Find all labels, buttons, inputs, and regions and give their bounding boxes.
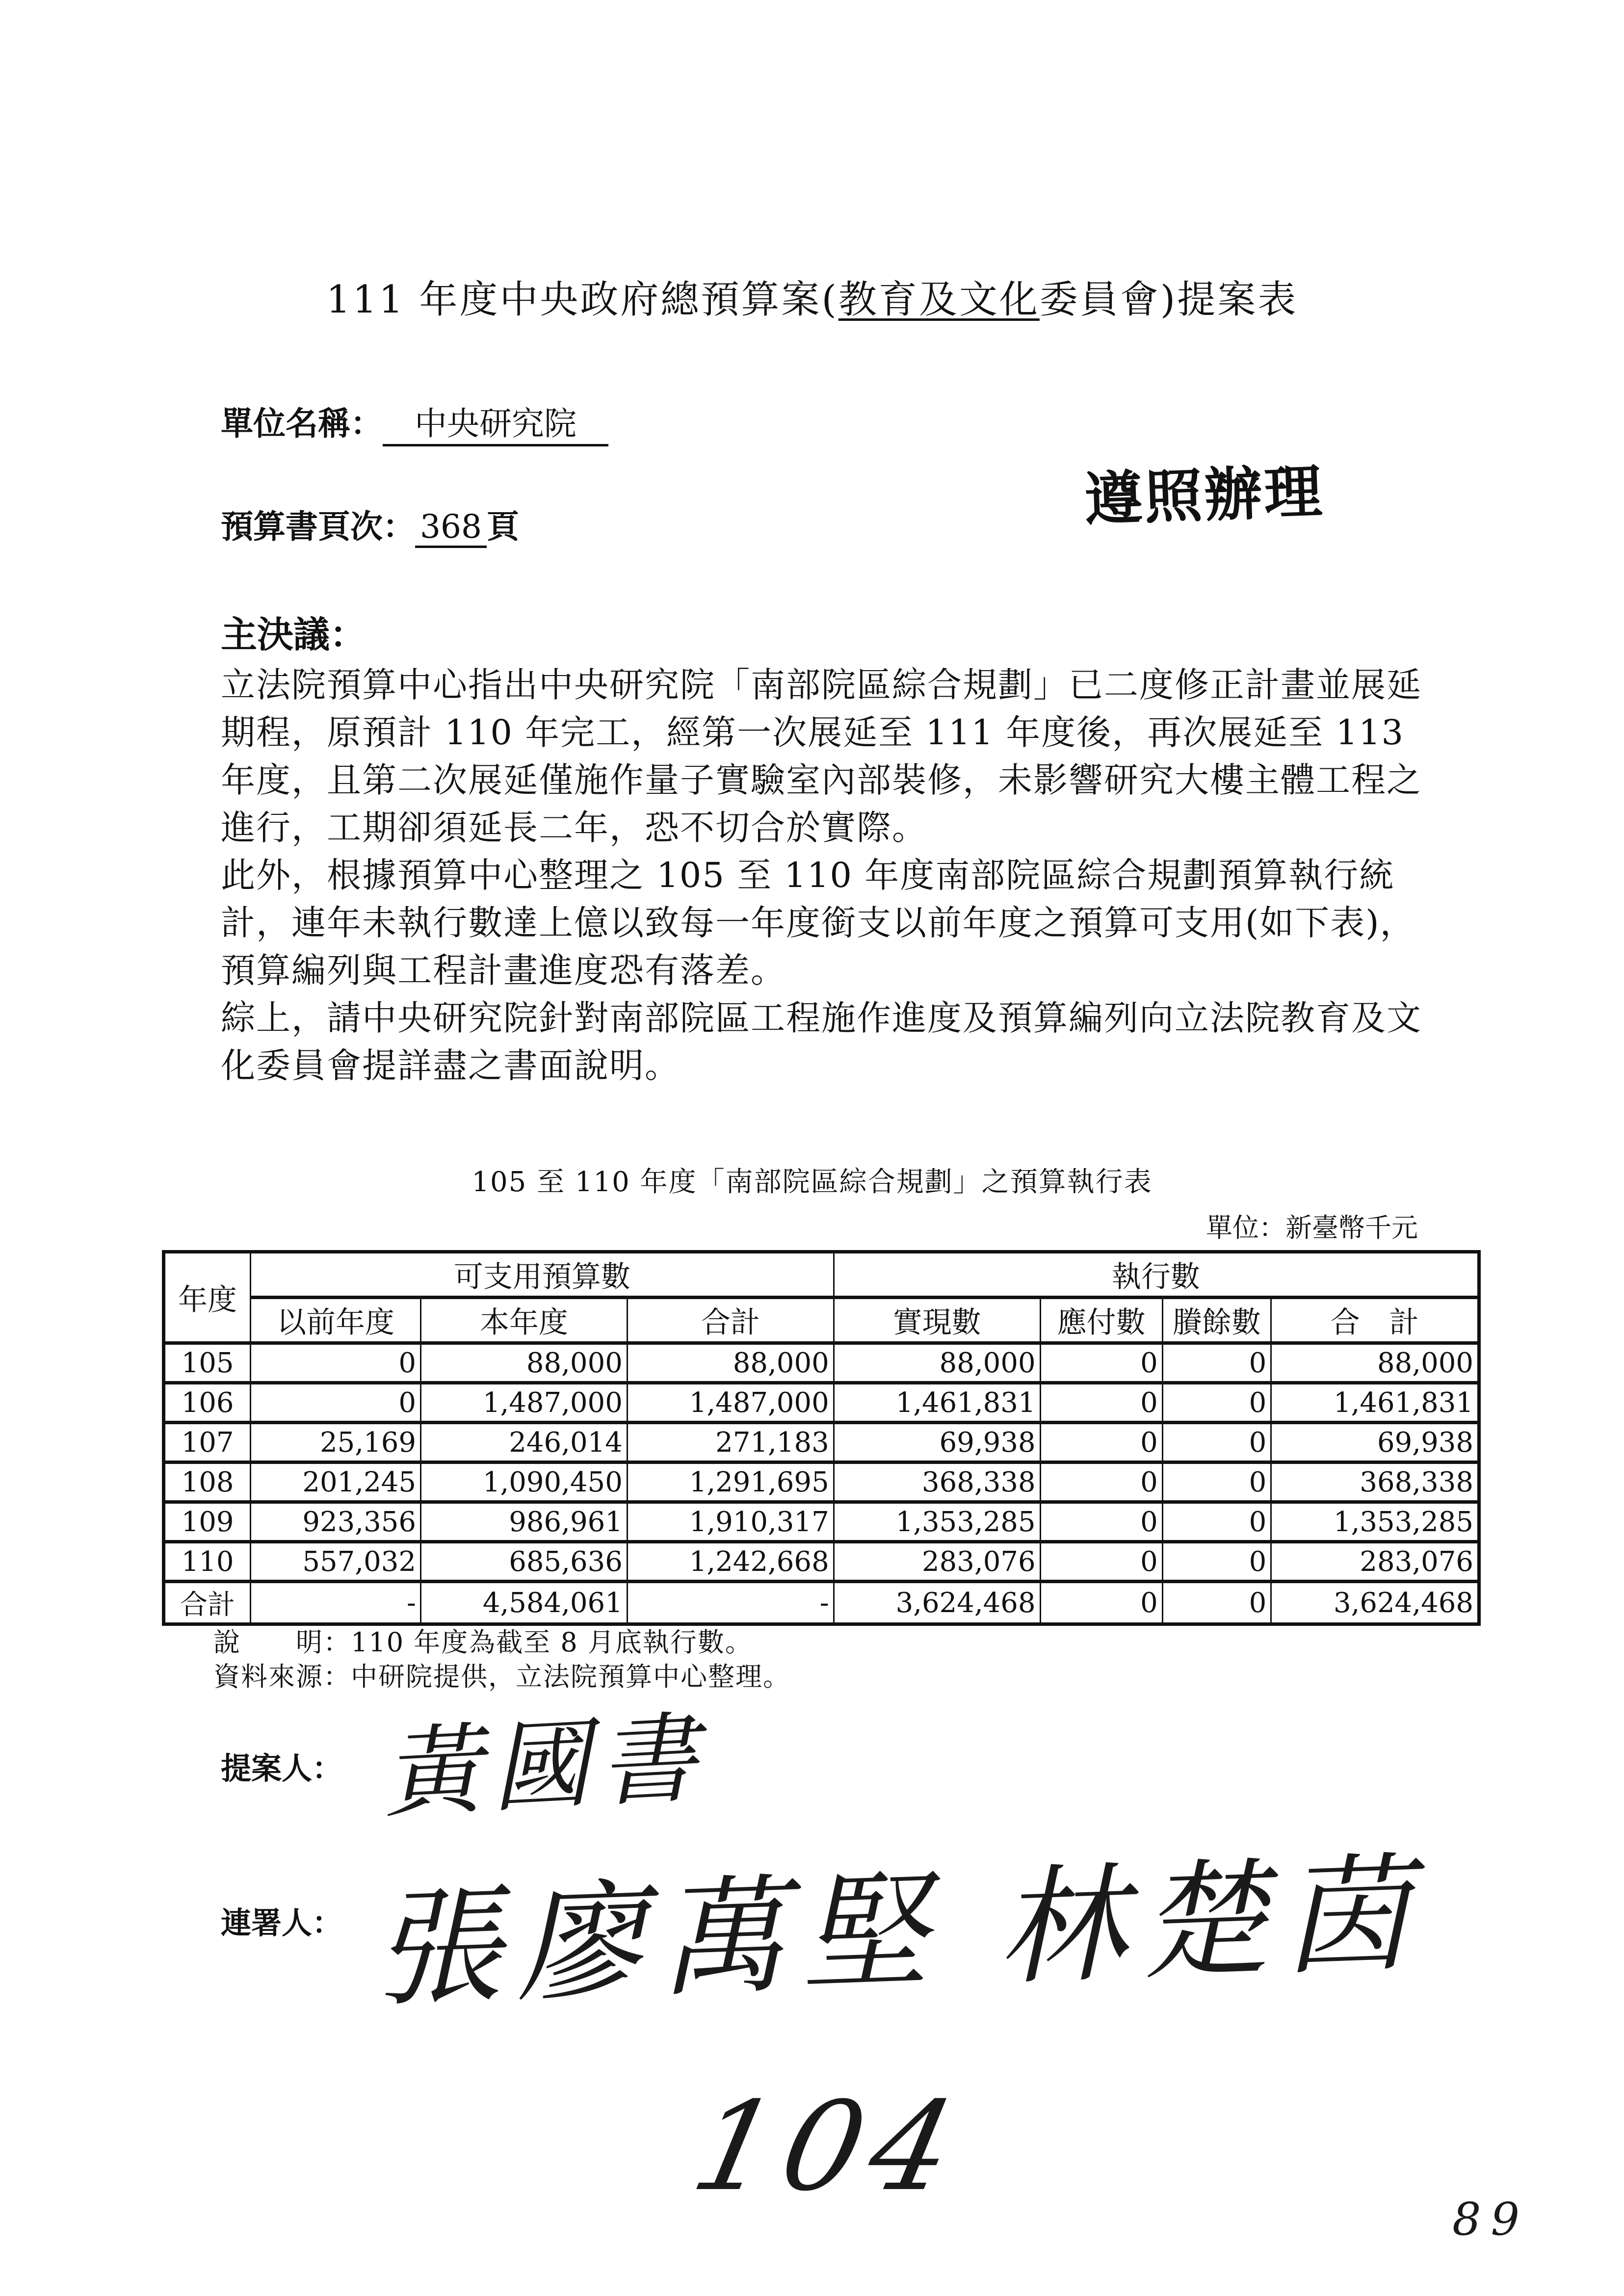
cell-surplus: 0 (1162, 1582, 1271, 1624)
header-payable: 應付數 (1040, 1298, 1162, 1343)
cell-execution-total: 3,624,468 (1271, 1582, 1479, 1624)
proposer-signature: 黃國書 (380, 1700, 710, 1832)
cell-prior-years: 0 (251, 1343, 421, 1383)
cell-payable: 0 (1040, 1582, 1162, 1624)
cosigner-label: 連署人： (221, 1905, 343, 1941)
budget-page-field (221, 500, 519, 547)
handwritten-sequence-number: 104 (681, 2075, 976, 2218)
cell-year: 107 (164, 1423, 251, 1462)
cell-realized: 3,624,468 (834, 1582, 1040, 1624)
cell-available-total: 271,183 (627, 1423, 834, 1462)
unit-name-label: 單位名稱： (221, 404, 383, 443)
table-row (164, 1502, 1479, 1542)
budget-page-label: 預算書頁次： (221, 507, 415, 546)
cell-execution-total: 368,338 (1271, 1462, 1479, 1502)
table-row (164, 1423, 1479, 1462)
table-title: 105 至 110 年度「南部院區綜合規劃」之預算執行表 (471, 1166, 1153, 1198)
cell-execution-total: 1,461,831 (1271, 1383, 1479, 1423)
cell-payable: 0 (1040, 1423, 1162, 1462)
cell-execution-total: 283,076 (1271, 1542, 1479, 1582)
cell-realized: 283,076 (834, 1542, 1040, 1582)
cell-prior-years: 25,169 (251, 1423, 421, 1462)
cell-prior-years: - (251, 1582, 421, 1624)
cell-current-year: 88,000 (420, 1343, 627, 1383)
resolution-heading: 主決議： (221, 614, 366, 656)
cell-realized: 1,461,831 (834, 1383, 1040, 1423)
title-committee: 教育及文化 (838, 278, 1040, 322)
handwritten-approval-stamp: 遵照辦理 (1083, 457, 1325, 534)
header-surplus: 賸餘數 (1162, 1298, 1271, 1343)
table-body (164, 1343, 1479, 1624)
table-header-row (164, 1298, 1479, 1343)
header-execution-total: 合 計 (1271, 1298, 1479, 1343)
header-prior-years: 以前年度 (251, 1298, 421, 1343)
cosigner-signatures: 張廖萬堅 林楚茵 (371, 1840, 1427, 2025)
cell-prior-years: 201,245 (251, 1462, 421, 1502)
resolution-paragraph: 綜上，請中央研究院針對南部院區工程施作進度及預算編列向立法院教育及文化委員會提詳盡之書面說明。 (221, 998, 1422, 1086)
cell-execution-total: 69,938 (1271, 1423, 1479, 1462)
cell-execution-total: 88,000 (1271, 1343, 1479, 1383)
cell-current-year: 1,487,000 (420, 1383, 627, 1423)
cell-payable: 0 (1040, 1343, 1162, 1383)
cell-surplus: 0 (1162, 1462, 1271, 1502)
unit-name-field (221, 397, 608, 446)
cell-available-total: 1,291,695 (627, 1462, 834, 1502)
cell-year: 合計 (164, 1582, 251, 1624)
cell-payable: 0 (1040, 1462, 1162, 1502)
cell-available-total: 1,242,668 (627, 1542, 834, 1582)
cell-prior-years: 557,032 (251, 1542, 421, 1582)
cell-current-year: 986,961 (420, 1502, 627, 1542)
cell-available-total: 1,487,000 (627, 1383, 834, 1423)
unit-name-value: 中央研究院 (383, 397, 608, 446)
table-header-group-row (164, 1252, 1479, 1298)
header-current-year: 本年度 (420, 1298, 627, 1343)
proposer-label: 提案人： (221, 1750, 343, 1786)
cell-surplus: 0 (1162, 1542, 1271, 1582)
cell-execution-total: 1,353,285 (1271, 1502, 1479, 1542)
budget-page-suffix: 頁 (486, 507, 519, 546)
cell-current-year: 4,584,061 (420, 1582, 627, 1624)
table-row (164, 1462, 1479, 1502)
cell-year: 106 (164, 1383, 251, 1423)
header-realized: 實現數 (834, 1298, 1040, 1343)
title-prefix: 111 年度中央政府總預算案( (326, 278, 838, 322)
table-row (164, 1343, 1479, 1383)
cell-current-year: 1,090,450 (420, 1462, 627, 1502)
cell-realized: 88,000 (834, 1343, 1040, 1383)
header-group-execution: 執行數 (834, 1252, 1479, 1298)
title-suffix: 委員會)提案表 (1039, 278, 1298, 322)
budget-page-value: 368 (415, 508, 487, 548)
cell-payable: 0 (1040, 1542, 1162, 1582)
resolution-paragraph: 此外，根據預算中心整理之 105 至 110 年度南部院區綜合規劃預算執行統計，連年未執行數達上億以致每一年度銜支以前年度之預算可支用(如下表)，預算編列與工程計畫進度恐有落差。 (221, 855, 1415, 991)
cell-surplus: 0 (1162, 1423, 1271, 1462)
cell-year: 108 (164, 1462, 251, 1502)
cell-year: 109 (164, 1502, 251, 1542)
resolution-paragraph: 立法院預算中心指出中央研究院「南部院區綜合規劃」已二度修正計畫並展延期程，原預計 110 年完工，經第一次展延至 111 年度後，再次展延至 113 年度，且第二次展延僅施作量子實驗室內部裝修，未影響研究大樓主體工程之進行，工期卻須延長二年，恐不切合於實際。 (221, 665, 1422, 848)
cell-surplus: 0 (1162, 1343, 1271, 1383)
header-year: 年度 (164, 1252, 251, 1343)
cell-payable: 0 (1040, 1383, 1162, 1423)
cell-prior-years: 923,356 (251, 1502, 421, 1542)
table-source: 資料來源：中研院提供，立法院預算中心整理。 (213, 1661, 790, 1692)
resolution-body (221, 661, 1428, 1090)
cell-current-year: 246,014 (420, 1423, 627, 1462)
table-row (164, 1542, 1479, 1582)
cell-available-total: 88,000 (627, 1343, 834, 1383)
table-row (164, 1383, 1479, 1423)
cell-realized: 368,338 (834, 1462, 1040, 1502)
cell-available-total: 1,910,317 (627, 1502, 834, 1542)
handwritten-page-number: 89 (1452, 2193, 1530, 2245)
cell-realized: 1,353,285 (834, 1502, 1040, 1542)
cell-year: 105 (164, 1343, 251, 1383)
cell-surplus: 0 (1162, 1502, 1271, 1542)
header-group-available: 可支用預算數 (251, 1252, 834, 1298)
cell-current-year: 685,636 (420, 1542, 627, 1582)
table-unit: 單位：新臺幣千元 (1206, 1212, 1418, 1243)
cell-available-total: - (627, 1582, 834, 1624)
cell-payable: 0 (1040, 1502, 1162, 1542)
document-title (0, 269, 1624, 324)
cell-surplus: 0 (1162, 1383, 1271, 1423)
cell-realized: 69,938 (834, 1423, 1040, 1462)
table-row (164, 1582, 1479, 1624)
header-available-total: 合計 (627, 1298, 834, 1343)
cell-year: 110 (164, 1542, 251, 1582)
cell-prior-years: 0 (251, 1383, 421, 1423)
table-note: 說 明：110 年度為截至 8 月底執行數。 (213, 1627, 753, 1658)
budget-execution-table (162, 1250, 1481, 1626)
